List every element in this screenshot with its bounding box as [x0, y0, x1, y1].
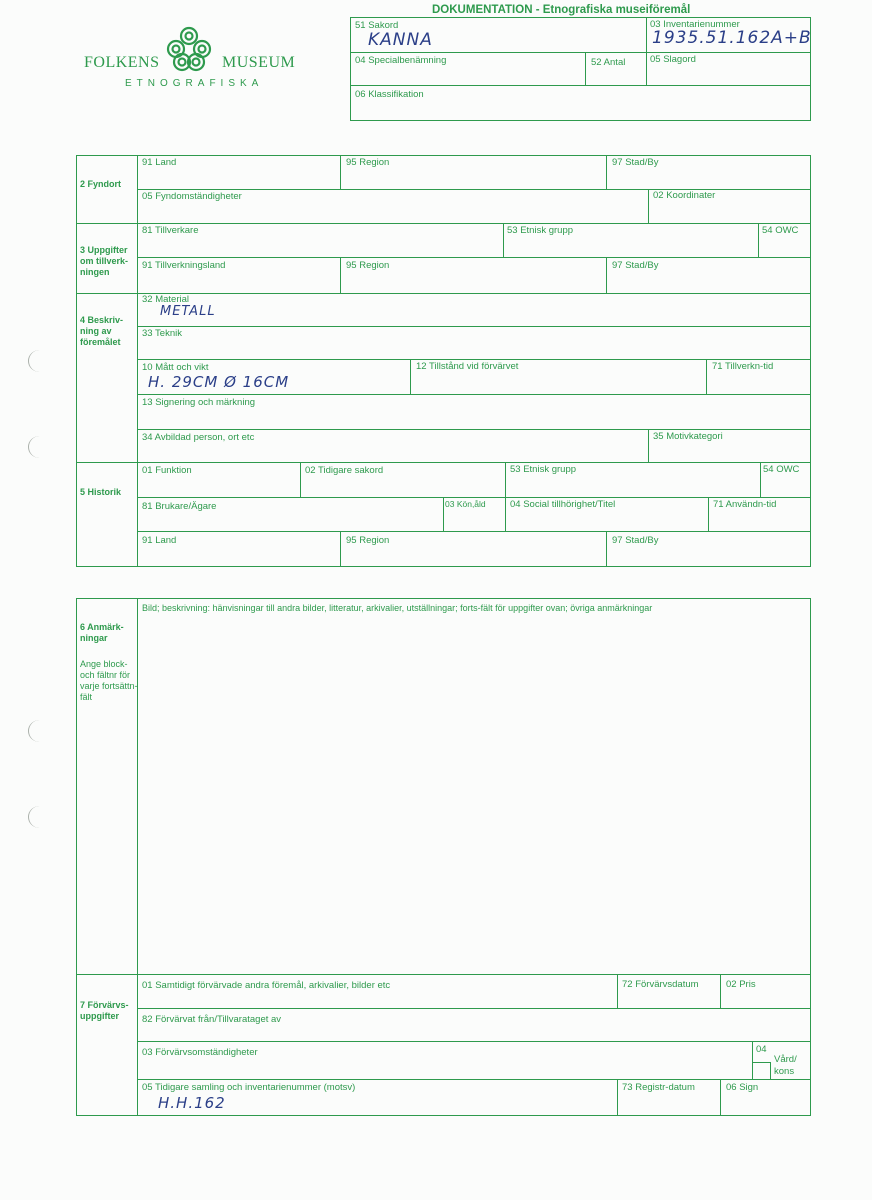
klassifikation-label: 06 Klassifikation	[355, 89, 424, 100]
matt-field[interactable]: H. 29CM Ø 16CM	[148, 373, 290, 391]
s5-funktion-label: 01 Funktion	[142, 465, 192, 476]
s5-tidigare-label: 02 Tidigare sakord	[305, 465, 384, 476]
s5-owc-label: 54 OWC	[763, 464, 800, 475]
s5-stad-label: 97 Stad/By	[612, 535, 659, 546]
antal-label: 52 Antal	[591, 57, 626, 68]
s3-tillvland-label: 91 Tillverkningsland	[142, 260, 226, 271]
logo-word-left: FOLKENS	[84, 54, 160, 71]
binder-hole	[28, 806, 51, 828]
s4-avbildad-label: 34 Avbildad person, ort etc	[142, 432, 255, 443]
section-6-title: 6 Anmärk-ningar	[80, 622, 124, 643]
inventory-number-label: 03 Inventarienummer	[650, 19, 740, 30]
s3-stad-label: 97 Stad/By	[612, 260, 659, 271]
s3-region-label: 95 Region	[346, 260, 390, 271]
s2-land-label: 91 Land	[142, 157, 177, 168]
s7-regdatum-label: 73 Registr-datum	[622, 1082, 695, 1093]
s4-teknik-label: 33 Teknik	[142, 328, 182, 339]
s6-bild-label: Bild; beskrivning: hänvisningar till andra bilder, litteratur, arkivalier, utställningar; forts-fält för uppgifter ovan; övriga anmärkningar	[142, 603, 653, 613]
s4-motiv-label: 35 Motivkategori	[653, 431, 723, 442]
s4-material-label: 32 Material	[142, 294, 189, 305]
s5-kon-label: 03 Kön,åld	[445, 499, 486, 509]
document-title: DOKUMENTATION - Etnografiska museiföremål	[432, 4, 691, 16]
s7-pris-label: 02 Pris	[726, 979, 756, 990]
binder-hole	[28, 436, 51, 458]
s2-stad-label: 97 Stad/By	[612, 157, 659, 168]
s3-etnisk-label: 53 Etnisk grupp	[507, 225, 574, 236]
s3-owc-label: 54 OWC	[762, 225, 799, 236]
remarks-area[interactable]	[142, 618, 806, 970]
s5-etnisk-label: 53 Etnisk grupp	[510, 464, 577, 475]
tidigare-samling-field[interactable]: H.H.162	[158, 1094, 226, 1112]
section-5-title: 5 Historik	[80, 487, 122, 497]
material-field[interactable]: METALL	[160, 304, 216, 319]
s7-datum-label: 72 Förvärvsdatum	[622, 979, 699, 990]
sakord-label: 51 Sakord	[355, 20, 399, 31]
special-label: 04 Specialbenämning	[355, 55, 447, 66]
logo-subtitle: ETNOGRAFISKA	[125, 78, 264, 89]
s5-brukare-label: 81 Brukare/Ägare	[142, 501, 217, 512]
s7-fran-label: 82 Förvärvat från/Tillvarataget av	[142, 1014, 282, 1025]
s7-omst-label: 03 Förvärvsomständigheter	[142, 1047, 258, 1058]
s7-samtidigt-label: 01 Samtidigt förvärvade andra föremål, arkivalier, bilder etc	[142, 980, 391, 991]
s3-tillverkare-label: 81 Tillverkare	[142, 225, 199, 236]
sakord-field[interactable]: KANNA	[368, 30, 433, 50]
slagord-label: 05 Slagord	[650, 54, 696, 65]
s5-region-label: 95 Region	[346, 535, 390, 546]
clover-logo-icon	[158, 24, 220, 74]
s4-signering-label: 13 Signering och märkning	[142, 397, 256, 408]
s7-vard-label: Vård/ kons	[774, 1054, 797, 1077]
s5-anvtid-label: 71 Användn-tid	[713, 499, 777, 510]
s7-tidigare-label: 05 Tidigare samling och inventarienummer (motsv)	[142, 1082, 356, 1093]
section-3-title: 3 Uppgifter om tillverk-ningen	[80, 245, 129, 277]
s2-koordinater-label: 02 Koordinater	[653, 190, 716, 201]
binder-hole	[28, 720, 51, 742]
binder-hole	[28, 350, 51, 372]
s5-land-label: 91 Land	[142, 535, 177, 546]
s2-region-label: 95 Region	[346, 157, 390, 168]
section-4-title: 4 Beskriv-ning av föremålet	[80, 315, 124, 347]
s7-sign-label: 06 Sign	[726, 1082, 759, 1093]
s4-tillvtid-label: 71 Tillverkn-tid	[712, 361, 774, 372]
logo-word-right: MUSEUM	[222, 54, 296, 71]
s4-tillstand-label: 12 Tillstånd vid förvärvet	[416, 361, 519, 372]
s2-fyndomst-label: 05 Fyndomständigheter	[142, 191, 242, 202]
section-7-title: 7 Förvärvs-uppgifter	[80, 1000, 129, 1021]
inventory-number-field[interactable]: 1935.51.162A+B	[652, 28, 812, 48]
section-2-title: 2 Fyndort	[80, 179, 122, 189]
s4-matt-label: 10 Mått och vikt	[142, 362, 209, 373]
s7-vard-number: 04	[756, 1044, 767, 1055]
s5-social-label: 04 Social tillhörighet/Titel	[510, 499, 616, 510]
s6-note: Ange block-och fältnr för varje fortsättn-fält	[80, 659, 138, 702]
